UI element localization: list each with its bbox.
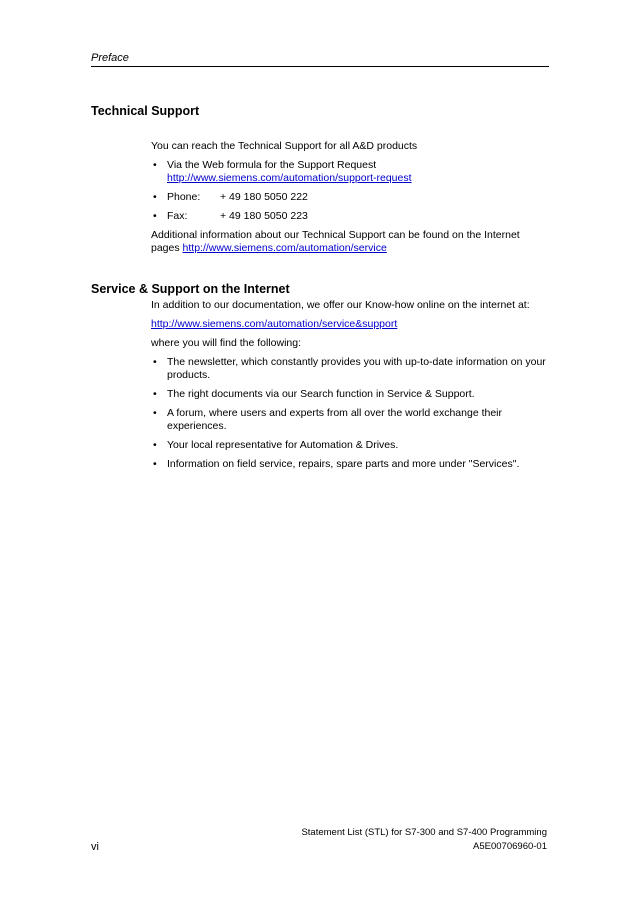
service-support-intro: In addition to our documentation, we offer our Know-how online on the internet at:	[151, 299, 530, 311]
list-item	[151, 439, 551, 452]
contact-list	[151, 159, 551, 223]
list-item-text: A forum, where users and experts from all over the world exchange their experiences.	[167, 407, 502, 432]
footer-document-code: A5E00706960-01	[473, 841, 547, 852]
additional-info-paragraph	[151, 229, 551, 255]
phone-value: + 49 180 5050 222	[220, 191, 308, 203]
service-support-link-paragraph	[151, 318, 551, 331]
running-header: Preface	[91, 52, 129, 64]
additional-info-text: Additional information about our Technical Support can be found on the Internet pages	[151, 229, 520, 254]
header-rule	[91, 66, 549, 67]
bullet-icon: •	[153, 191, 157, 203]
bullet-icon: •	[153, 356, 157, 368]
service-support-link[interactable]: http://www.siemens.com/automation/service&support	[151, 318, 398, 330]
service-support-heading: Service & Support on the Internet	[91, 282, 290, 296]
bullet-icon: •	[153, 407, 157, 419]
service-support-lead: where you will find the following:	[151, 337, 301, 349]
list-item-text: The newsletter, which constantly provides you with up-to-date information on your products.	[167, 356, 546, 381]
service-support-body	[151, 299, 551, 477]
fax-value: + 49 180 5050 223	[220, 210, 308, 222]
service-link[interactable]: http://www.siemens.com/automation/service	[182, 242, 387, 254]
list-item-text: Information on field service, repairs, spare parts and more under "Services".	[167, 458, 520, 470]
technical-support-intro: You can reach the Technical Support for all A&D products	[151, 140, 418, 152]
fax-label: Fax:	[167, 210, 188, 222]
web-contact-item	[151, 159, 551, 185]
technical-support-body	[151, 140, 551, 261]
footer-document-title: Statement List (STL) for S7-300 and S7-400 Programming	[301, 827, 547, 838]
footer-page-number: vi	[91, 841, 99, 853]
bullet-icon: •	[153, 458, 157, 470]
list-item	[151, 458, 551, 471]
bullet-icon: •	[153, 210, 157, 222]
list-item	[151, 356, 551, 382]
bullet-icon: •	[153, 439, 157, 451]
phone-label: Phone:	[167, 191, 201, 203]
list-item	[151, 407, 551, 433]
bullet-icon: •	[153, 388, 157, 400]
technical-support-heading: Technical Support	[91, 104, 200, 118]
list-item	[151, 388, 551, 401]
fax-contact-item	[151, 210, 551, 223]
web-contact-text: Via the Web formula for the Support Request	[167, 159, 377, 171]
phone-contact-item	[151, 191, 551, 204]
support-request-link[interactable]: http://www.siemens.com/automation/support-request	[167, 172, 412, 184]
list-item-text: The right documents via our Search function in Service & Support.	[167, 388, 475, 400]
list-item-text: Your local representative for Automation & Drives.	[167, 439, 399, 451]
service-support-list	[151, 356, 551, 471]
bullet-icon: •	[153, 159, 157, 171]
